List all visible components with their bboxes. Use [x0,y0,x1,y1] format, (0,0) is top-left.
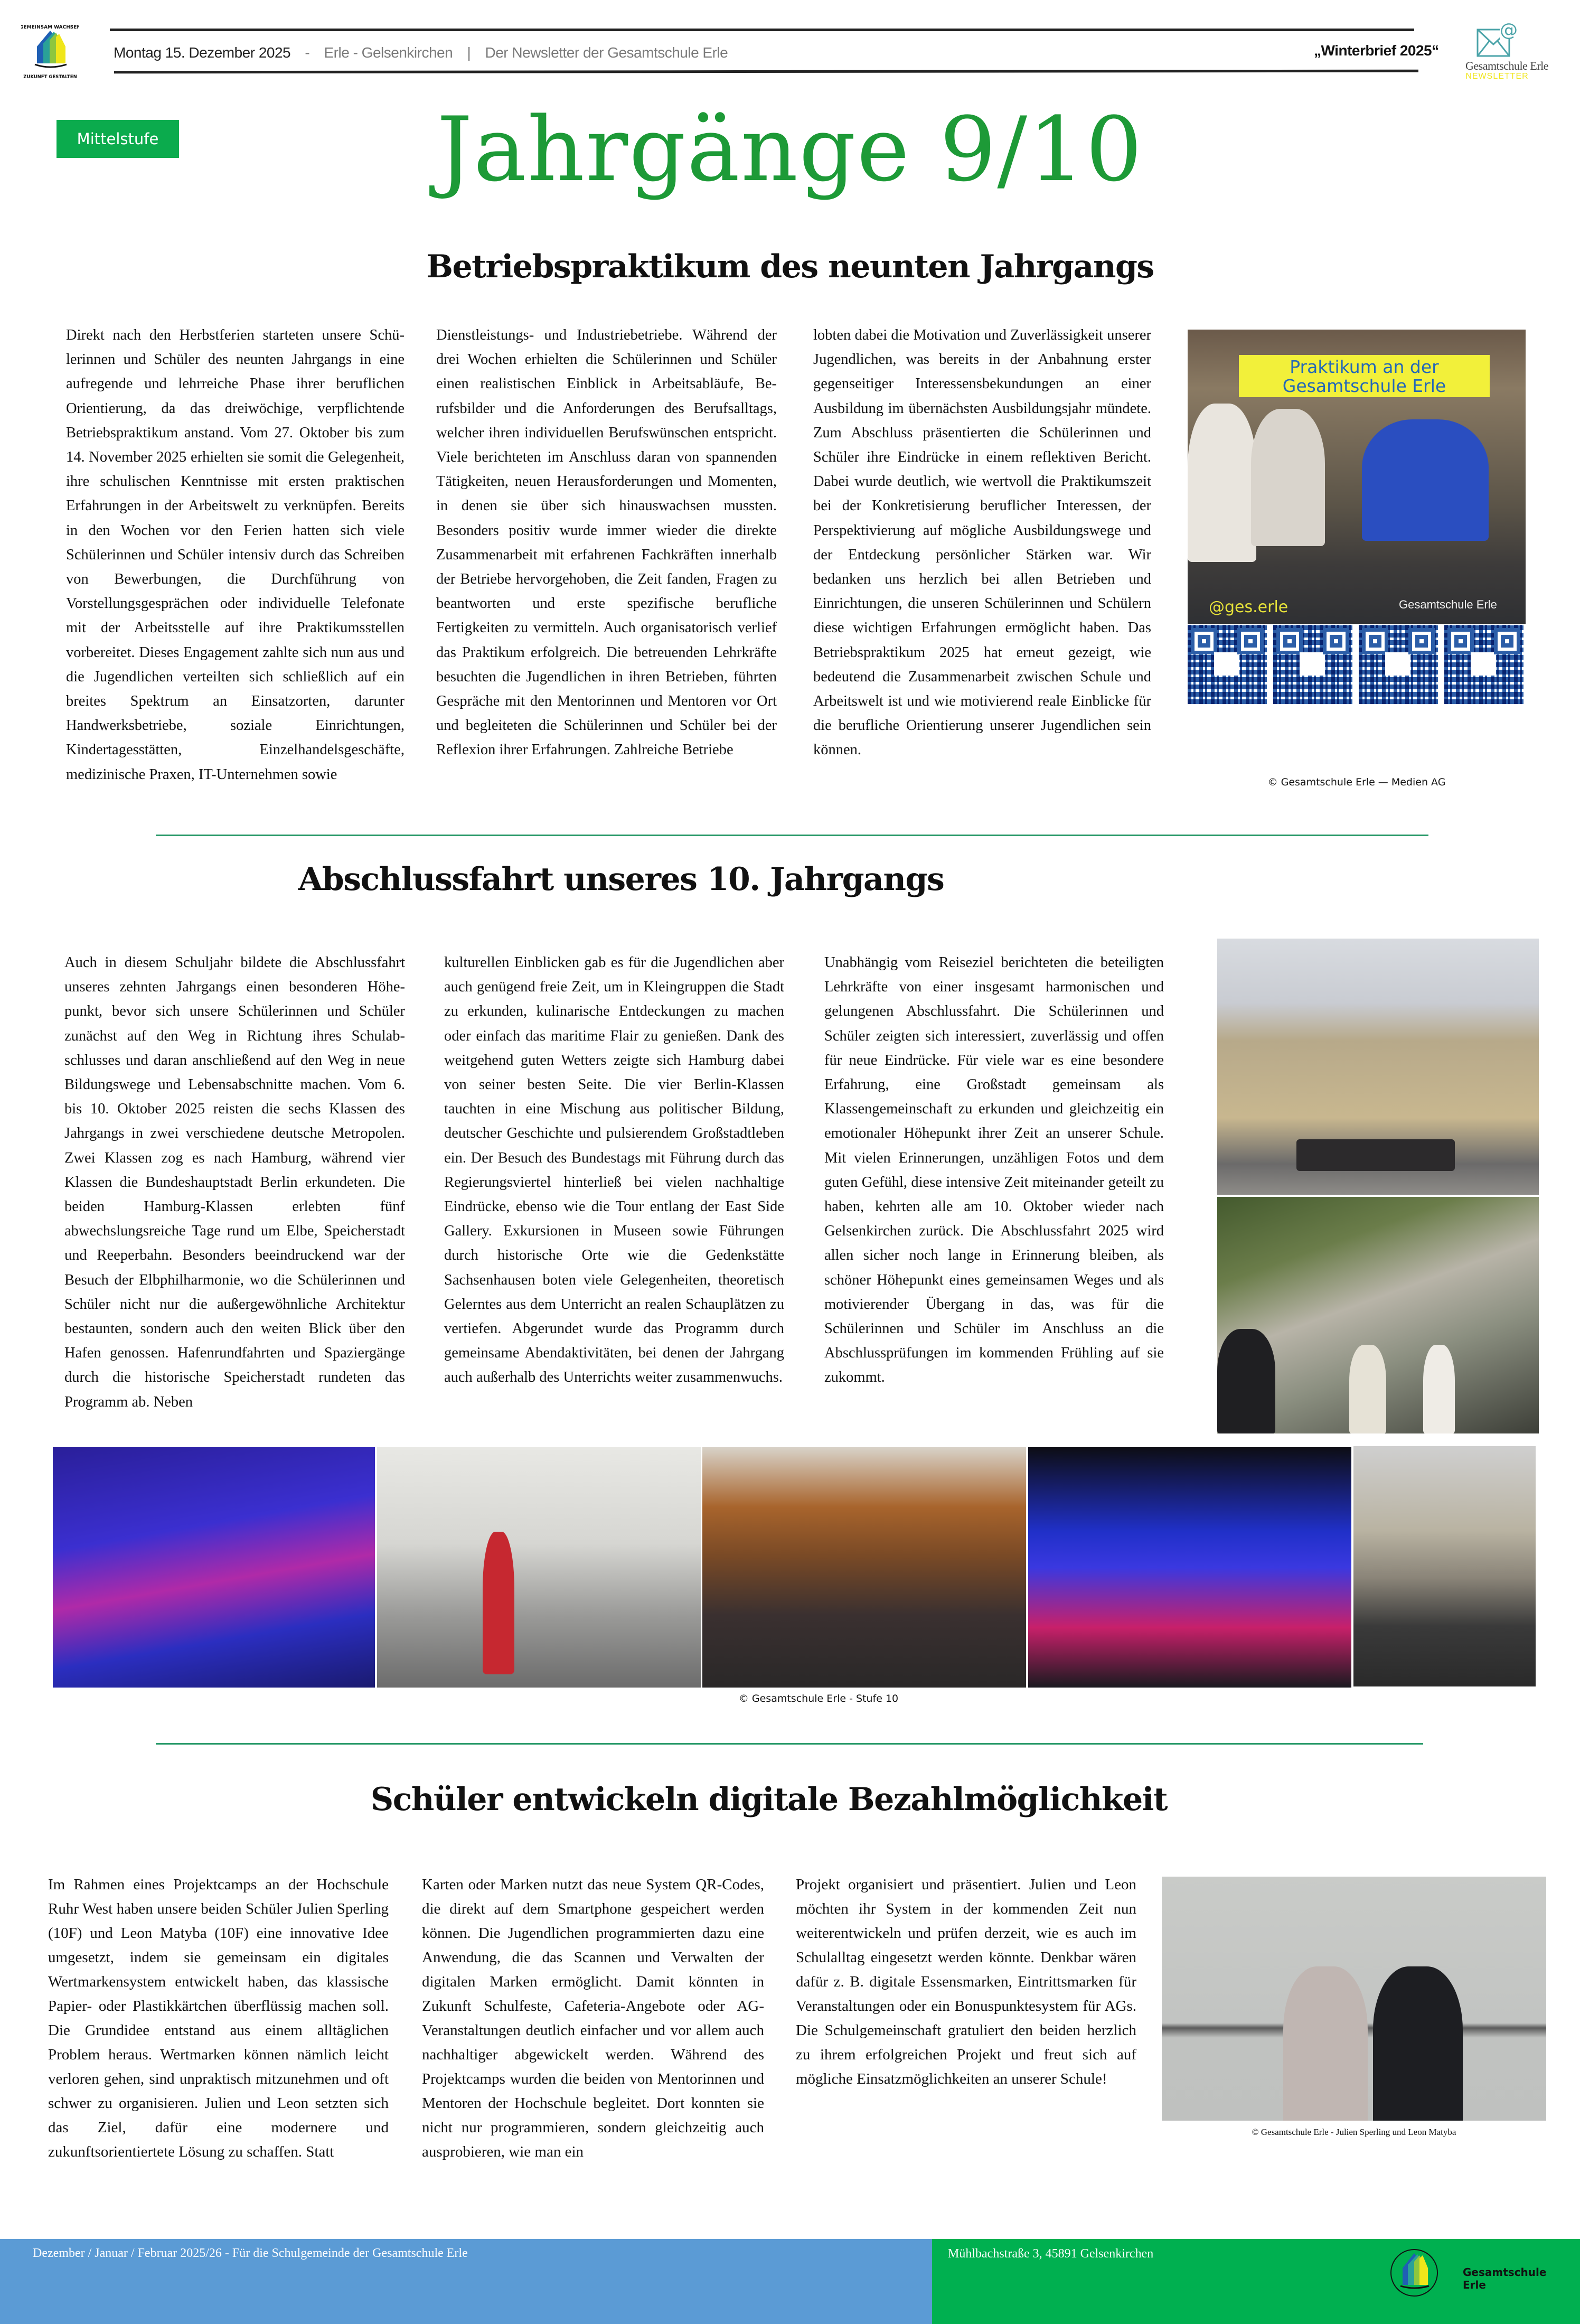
article-column: Unabhängig vom Reiseziel berichteten die beteiligten Lehrkräfte von einer insgesamt harmonischen und gelungenen Abschlussfahrt. Die Schülerinnen und Schüler zeigten sich interessiert, zuverlässig und offen für neue Eindrücke. Für viele war es eine besondere Erfahrung, eine Großstadt gemeinsam als Klassengemeinschaft zu erkunden und gleichzeitig ein emotionaler Höhepunkt ihrer Zeit an unserer Schule. Mit vielen Erinnerungen, unzähligen Fotos und dem guten Gefühl, diese intensive Zeit miteinander geteilt zu haben, kehrten alle am 10. Oktober wieder nach Gelsenkirchen zurück. Die Abschlussfahrt 2025 wird allen sicher noch lange in Erinnerung bleiben, als schöner Höhepunkt eines gemeinsamen Weges und als motivierender Übergang in das, was für die Schülerinnen und Schüler im Anschluss an die Abschlussprüfungen im kommenden Frühling auf sie zukommt. [824,954,1164,1386]
footer-school-logo [1388,2244,1441,2302]
school-logo [21,21,79,82]
newsletter-logo-name: Gesamtschule Erle [1465,59,1549,72]
newsletter-logo-sub: NEWSLETTER [1465,72,1529,81]
photo-figure [1423,1345,1455,1433]
location: Erle - Gelsenkirchen [324,44,453,61]
section-divider [156,1743,1423,1745]
photo-figure [1283,1966,1368,2121]
footer-address: Mühlbachstraße 3, 45891 Gelsenkirchen [948,2247,1154,2261]
section-divider [156,835,1428,836]
image-caption: © Gesamtschule Erle - Julien Sperling und Leon Matyba [1252,2127,1456,2137]
article-column: Auch in diesem Schuljahr bildete die Abschlussfahrt unseres zehnten Jahrgangs einen besonderen Höhepunkt, bevor sich unsere Schülerinnen und Schüler zunächst auf den Weg in Richtung ihres Schulabschlusses und daran anschließend auf den Weg in neue Bildungswege und Lebensabschnitte machen. Vom 6. bis 10. Oktober 2025 reisten die sechs Klassen des Jahrgangs in zwei verschiedene deutsche Metropolen. Zwei Klassen zog es nach Hamburg, während vier Klassen die Bundeshauptstadt Berlin erkundeten. Die beiden Hamburg-Klassen erlebten fünf abwechslungsreiche Tage rund um Elbe, Speicherstadt und Reeperbahn. Besonders beeindruckend war der Besuch der Elbphilharmonie, wo die Schülerinnen und Schüler nicht nur die außergewöhnliche Architektur bestaunten, sondern auch den weiten Blick über den Hafen genossen. Hafenrundfahrten und Spaziergänge durch die historische Speicherstadt rundeten das Programm ab. Neben [64,954,405,1410]
photo-figure [483,1532,514,1674]
header-rule-top [110,29,1414,31]
photo-group [1296,1139,1455,1171]
house-logo-icon [21,21,79,82]
issue-title: „Winterbrief 2025“ [1314,42,1439,59]
qr-code-icon[interactable] [1273,625,1352,704]
photo-brandenburg-gate-night [1028,1447,1351,1688]
separator-pipe: | [467,44,471,61]
article-column: Im Rahmen eines Projektcamps an der Hochschule Ruhr West haben unsere beiden Schüler Julien Sperling (10F) und Leon Matyba (10F) eine innovative Idee umgesetzt, indem sie gemeinsam ein digitales Wertmarkensystem entwickelt haben, das klassische Papier- oder Plastikkärtchen überflüssig machen soll. Die Grundidee entstand aus einem alltäglichen Problem heraus. Wertmarken können nämlich leicht verloren gehen, sind unpraktisch mitzunehmen und oft schwer zu organisieren. Julien und Leon setzten sich das Ziel, dafür eine modernere und zukunftsorientiertete Lösung zu schaffen. Statt [48,1876,389,2160]
photo-brandenburg-gate-day [1353,1446,1536,1686]
newsletter-logo [1465,20,1549,85]
poster-handle: @ges.erle [1209,598,1289,616]
qr-code-row [1188,625,1523,704]
article-title-abschlussfahrt: Abschlussfahrt unseres 10. Jahrgangs [298,861,944,898]
footer-brand: Gesamtschule Erle [1463,2266,1547,2291]
article-column: Dienstleistungs- und Industriebetriebe. Während der drei Wochen erhielten die Schülerinnen und Schüler einen realistischen Einblick in Arbeitsabläufe, Berufsbilder und die Anforderungen des Berufsalltags, welcher ihren individuellen Berufswünschen entspricht. Viele berichteten im Anschluss daran von spannenden Tätigkeiten, neuen Herausforderungen und Momenten, in denen sie über sich hinauswachsen mussten. Besonders positiv wurde immer wieder die direkte Zusammenarbeit mit erfahrenen Fachkräften innerhalb der Betriebe hervorgehoben, die Zeit fanden, Fragen zu beantworten und erste spezifische berufliche Fertigkeiten zu vermitteln. Auch organisatorisch verlief das Praktikum erfolgreich. Die betreuenden Lehrkräfte besuchten die Jugendlichen in ihren Betrieben, führten Gespräche mit den Mentorinnen und Mentoren vor Ort und begleiteten die Schülerinnen und Schüler bei der Reflexion ihrer Erfahrungen. Zahlreiche Betriebe [436,327,777,758]
image-caption: © Gesamtschule Erle — Medien AG [1267,776,1446,788]
photo-figure [1362,419,1489,541]
svg-text:@: @ [1500,20,1518,41]
qr-code-icon[interactable] [1359,625,1438,704]
page-title: Jahrgänge 9/10 [437,98,1143,201]
header-rule-bottom [114,70,1418,74]
article-column: lobten dabei die Motivation und Zuverlässigkeit unserer Jugendlichen, was bereits in der Anbahnung erster gegenseitiger Interessensbekundungen an einer Ausbildung im übernächsten Ausbildungsjahr mündete. Zum Abschluss präsentierten die Schülerinnen und Schüler ihre Eindrücke in einem reflektiven Bericht. Dabei wurde deutlich, wie wertvoll die Praktikumszeit bei der Konkretisierung beruflicher Interessen, der Perspektivierung auf mögliche Ausbildungswege und der Entdeckung persönlicher Stärken war. Wir bedanken uns herzlich bei allen Betrieben und Einrichtungen, die unseren Schülerinnen und Schülern diese wichtigen Erfahrungen ermöglicht haben. Das Betriebspraktikum 2025 hat erneut gezeigt, wie bedeutend die Zusammenarbeit zwischen Schule und Arbeitswelt ist und wie motivierend reale Einblicke für die berufliche Orientierung unserer Jugendlichen sein können. [813,327,1151,758]
photo-bundestag-hall [702,1447,1026,1688]
photo-bowling [53,1447,375,1688]
svg-text:GEMEINSAM WACHSEN: GEMEINSAM WACHSEN [21,25,79,30]
envelope-at-icon [1468,20,1526,60]
photo-julien-leon [1162,1877,1546,2121]
article-title-praktikum: Betriebspraktikum des neunten Jahrgangs [426,248,1154,285]
image-caption: © Gesamtschule Erle - Stufe 10 [738,1693,899,1704]
issue-date: Montag 15. Dezember 2025 [114,44,291,61]
qr-code-icon[interactable] [1444,625,1523,704]
section-badge: Mittelstufe [57,120,179,158]
footer-period: Dezember / Januar / Februar 2025/26 - Für die Schulgemeinde der Gesamtschule Erle [33,2246,468,2260]
photo-figure [1349,1345,1386,1433]
photo-museum-tour [377,1447,701,1688]
article-column: Karten oder Marken nutzt das neue System QR-Codes, die direkt auf dem Smartphone gespeichert werden können. Die Jugendlichen programmierten dazu eine Anwendung, die das Scannen und Verwalten der digitalen Marken ermöglicht. Damit könnten in Zukunft Schulfeste, Cafeteria-Angebote oder AG-Veranstaltungen deutlich einfacher und vor allem auch nachhaltiger abgewickelt werden. Während des Projektcamps wurden die beiden von Mentorinnen und Mentoren der Hochschule begleitet. Dort konnten sie nicht nur programmieren, sondern gleichzeitig auch ausprobieren, wie man ein [422,1876,764,2160]
photo-memorial-visit [1217,1197,1539,1433]
article-column: Direkt nach den Herbstferien starteten unsere Schülerinnen und Schüler des neunten Jahrgangs in eine aufregende und lehrreiche Phase ihrer beruflichen Orientierung, da das dreiwöchige, verpflichtende Betriebspraktikum anstand. Vom 27. Oktober bis zum 14. November 2025 erhielten sie somit die Gelegenheit, ihre schulischen Kenntnisse mit ersten praktischen Erfahrungen in der Arbeitswelt zu verknüpfen. Bereits in den Wochen vor den Ferien hatten sich viele Schülerinnen und Schüler intensiv durch das Schreiben von Bewerbungen, die Durchführung von Vorstellungsgesprächen oder individuelle Telefonate mit der Arbeitsstelle auf ihre Praktikumsstellen vorbereitet. Dieses Engagement zahlte sich nun aus und die Jugendlichen verteilten sich schließlich auf ein breites Spektrum an Einsatzorten, darunter Handwerksbetriebe, soziale Einrichtungen, Kindertagesstätten, Einzelhandelsgeschäfte, medizinische Praxen, IT-Unternehmen sowie [66,327,405,783]
house-logo-icon [1388,2244,1441,2302]
svg-text:ZUKUNFT GESTALTEN: ZUKUNFT GESTALTEN [23,74,77,80]
poster-brand: Gesamtschule Erle [1399,598,1497,611]
photo-figure [1188,404,1256,562]
photo-figure [1251,409,1325,546]
header-dateline [114,44,728,61]
photo-franzoesischer-dom [1217,939,1539,1195]
article-column: kulturellen Einblicken gab es für die Jugendlichen aber auch genügend freie Zeit, um in Kleingruppen die Stadt zu erkunden, kulinarische Entdeckungen zu machen oder einfach das maritime Flair zu genießen. Dank des weitgehend guten Wetters zeigte sich Hamburg dabei von seiner besten Seite. Die vier Berlin-Klassen tauchten in eine Mischung aus politischer Bildung, deutscher Geschichte und pulsierendem Großstadtleben ein. Der Besuch des Bundestags mit Führung durch das Regierungsviertel hinterließ bei vielen nachhaltige Eindrücke, ebenso wie die Tour entlang der East Side Gallery. Exkursionen in Museen sowie Führungen durch historische Orte wie die Gedenkstätte Sachsenhausen boten viele Gelegenheiten, theoretisch Gelerntes aus dem Unterricht an realen Schauplätzen zu vertiefen. Abgerundet wurde das Programm durch gemeinsame Abendaktivitäten, bei denen der Jahrgang auch außerhalb des Unterrichts weiter zusammenwuchs. [444,954,784,1386]
praktikum-poster-image [1188,330,1526,624]
article-title-bezahlmoeglichkeit: Schüler entwickeln digitale Bezahlmöglichkeit [370,1781,1168,1818]
tagline: Der Newsletter der Gesamtschule Erle [485,44,728,61]
poster-banner: Praktikum an der Gesamtschule Erle [1239,355,1490,397]
qr-code-icon[interactable] [1188,625,1267,704]
separator: - [305,44,310,61]
article-column: Projekt organisiert und präsentiert. Julien und Leon möchten ihr System in der kommenden Zeit nun weiterentwickeln und prüfen derzeit, wie es auch im Schulalltag eingesetzt werden könnte. Denkbar wären dafür z. B. digitale Essensmarken, Eintrittsmarken für Veranstaltungen oder ein Bonuspunktesystem für AGs. Die Schulgemeinschaft gratuliert den beiden herzlich zu ihrem erfolgreichen Projekt und freut sich auf mögliche Einsatzmöglichkeiten an unserer Schule! [796,1876,1136,2087]
photo-figure [1217,1329,1275,1433]
photo-figure [1373,1966,1463,2121]
